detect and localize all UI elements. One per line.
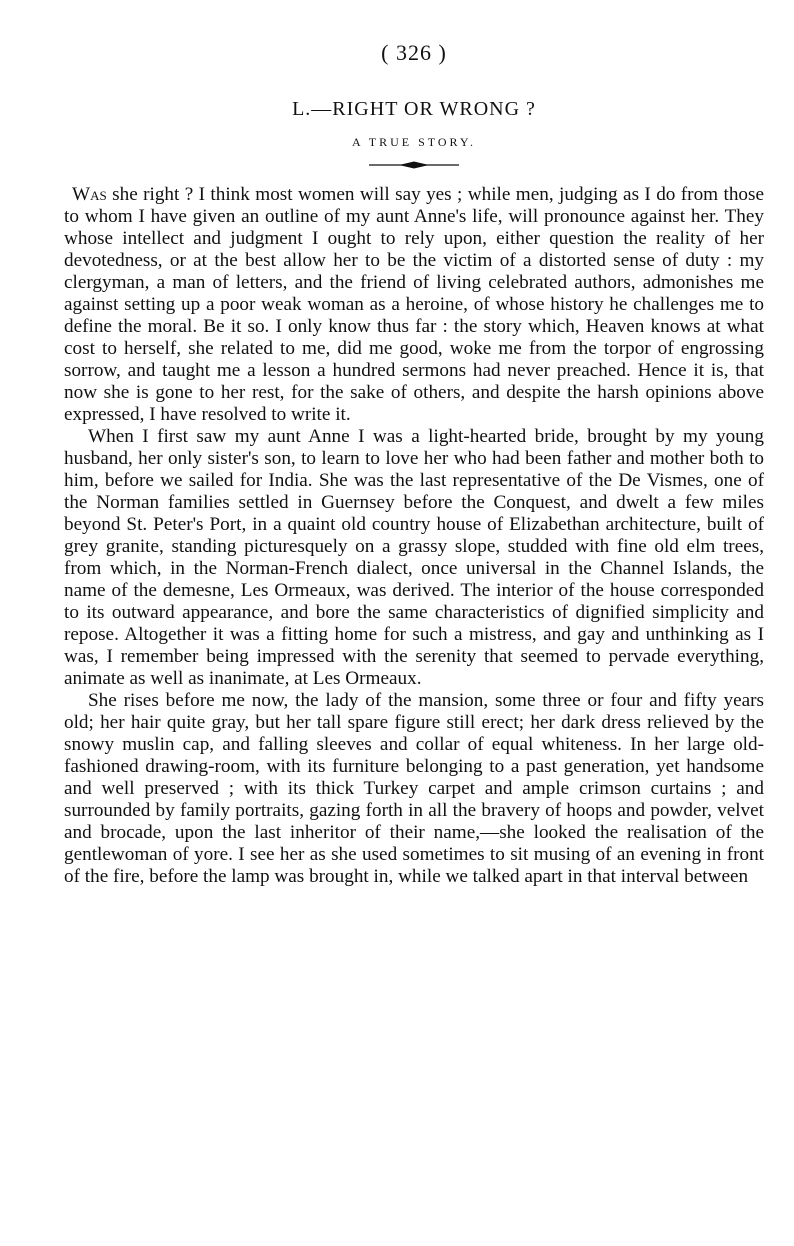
article-title: L.—RIGHT OR WRONG ?: [292, 98, 536, 120]
article-subtitle: A TRUE STORY.: [351, 135, 477, 149]
paragraph-lead: Was: [72, 184, 107, 205]
ornament-divider-icon: [369, 160, 459, 170]
paragraph-text: she right ? I think most women will say yes ; while men, judging as I do from those to whom I have given an outline of my aunt Anne's life, will pronounce against her. They whose intellect and judgment I ought to rely upon, either question the reality of her devotedness, or at the best allow her to be the victim of a distorted sense of duty : my clergyman, a man of letters, and the friend of living celebrated authors, admonishes me against setting up a poor weak woman as a heroine, of whose history he challenges me to define the moral. Be it so. I only know thus far : the story which, Heaven knows at what cost to herself, she related to me, did me good, woke me from the torpor of engrossing sorrow, and taught me a lesson a hundred sermons had never preached. Hence it is, that now she is gone to her rest, for the sake of others, and despite the harsh opinions above expressed, I have resolved to write it.: [64, 184, 764, 425]
paragraph-1: [64, 184, 764, 426]
page-number: ( 326 ): [381, 40, 447, 65]
document-page: [64, 40, 764, 888]
paragraph-2: When I first saw my aunt Anne I was a light-hearted bride, brought by my young husband, her only sister's son, to learn to love her who had been father and mother both to him, before we sailed for India. She was the last representative of the De Vismes, one of the Norman families settled in Guernsey before the Conquest, and dwelt a few miles beyond St. Peter's Port, in a quaint old country house of Elizabethan architecture, built of grey granite, standing picturesquely on a grassy slope, studded with fine old elm trees, from which, in the Norman-French dialect, once universal in the Channel Islands, the name of the demesne, Les Ormeaux, was derived. The interior of the house corresponded to its outward appearance, and bore the same characteristics of dignified simplicity and repose. Altogether it was a fitting home for such a mistress, and gay and unthinking as I was, I remember being impressed with the serenity that seemed to pervade everything, animate as well as inanimate, at Les Ormeaux.: [64, 426, 764, 689]
paragraph-3: She rises before me now, the lady of the mansion, some three or four and fifty years old; her hair quite gray, but her tall spare figure still erect; her dark dress relieved by the snowy muslin cap, and falling sleeves and collar of equal whiteness. In her large old-fashioned drawing-room, with its furniture belonging to a past generation, yet handsome and well preserved ; with its thick Turkey carpet and ample crimson curtains ; and surrounded by family portraits, gazing forth in all the bravery of hoops and powder, velvet and brocade, upon the last inheritor of their name,—she looked the realisation of the gentlewoman of yore. I see her as she used sometimes to sit musing of an evening in front of the fire, before the lamp was brought in, while we talked apart in that interval between: [64, 690, 764, 887]
